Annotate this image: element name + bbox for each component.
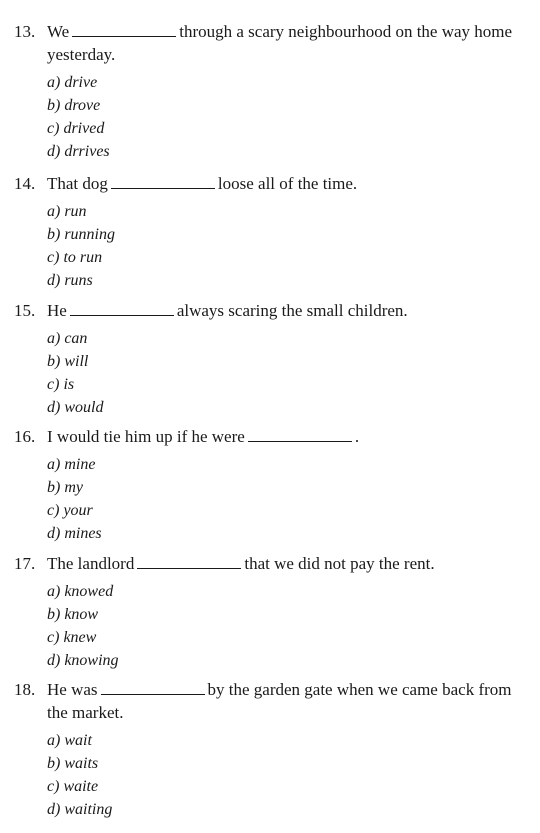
option-a (47, 71, 524, 94)
option-text: wait (64, 732, 92, 749)
option-b (47, 603, 524, 626)
option-a (47, 729, 524, 752)
option-text: running (64, 226, 115, 243)
option-text: drive (64, 74, 98, 91)
question-stem (14, 172, 524, 195)
question-text (47, 20, 524, 66)
option-letter: c) (47, 376, 60, 393)
option-letter: d) (47, 652, 61, 669)
option-text: can (64, 330, 88, 347)
answer-blank (248, 426, 352, 442)
question-14 (14, 172, 524, 292)
answer-options (47, 729, 524, 821)
option-d (47, 798, 524, 821)
option-text: know (64, 606, 99, 623)
answer-blank (137, 553, 241, 569)
question-number: 17. (14, 554, 36, 573)
option-text: to run (63, 249, 103, 266)
question-number: 16. (14, 427, 36, 446)
option-b (47, 223, 524, 246)
question-text (47, 425, 524, 448)
option-letter: c) (47, 249, 60, 266)
answer-blank (111, 173, 215, 189)
option-text: mines (64, 525, 102, 542)
option-c (47, 373, 524, 396)
option-letter: a) (47, 330, 61, 347)
question-stem (14, 299, 524, 322)
option-d (47, 269, 524, 292)
question-stem (14, 552, 524, 575)
answer-options (47, 71, 524, 163)
option-c (47, 246, 524, 269)
question-number: 18. (14, 680, 36, 699)
stem-before-blank: That dog (47, 174, 108, 193)
option-letter: a) (47, 203, 61, 220)
option-letter: a) (47, 74, 61, 91)
answer-options (47, 453, 524, 545)
option-b (47, 752, 524, 775)
option-text: my (64, 479, 83, 496)
question-number: 15. (14, 301, 36, 320)
question-15 (14, 299, 524, 419)
option-d (47, 522, 524, 545)
option-letter: b) (47, 353, 61, 370)
option-c (47, 775, 524, 798)
question-text (47, 299, 524, 322)
stem-after-blank: always scaring the small children. (176, 301, 408, 320)
answer-options (47, 580, 524, 672)
answer-blank (70, 300, 174, 316)
stem-before-blank: We (47, 22, 70, 41)
stem-before-blank: He (47, 301, 67, 320)
option-d (47, 649, 524, 672)
option-b (47, 350, 524, 373)
stem-after-blank: by the garden gate when we came back from the market. (47, 680, 512, 722)
stem-after-blank: that we did not pay the rent. (244, 554, 435, 573)
option-text: is (63, 376, 75, 393)
option-text: knew (63, 629, 97, 646)
stem-after-blank: through a scary neighbourhood on the way home yesterday. (47, 22, 513, 64)
option-text: run (64, 203, 87, 220)
answer-options (47, 200, 524, 292)
option-letter: b) (47, 479, 61, 496)
option-text: drived (63, 120, 105, 137)
option-letter: c) (47, 629, 60, 646)
option-text: drrives (64, 143, 110, 160)
option-text: drove (64, 97, 101, 114)
option-d (47, 140, 524, 163)
question-stem (14, 425, 524, 448)
option-letter: c) (47, 120, 60, 137)
question-text (47, 172, 524, 195)
question-text (47, 678, 524, 724)
option-text: mine (64, 456, 96, 473)
question-stem (14, 678, 524, 724)
answer-options (47, 327, 524, 419)
option-letter: a) (47, 732, 61, 749)
option-text: waits (64, 755, 99, 772)
stem-after-blank: loose all of the time. (217, 174, 358, 193)
question-16 (14, 425, 524, 545)
question-18 (14, 678, 524, 821)
question-number: 14. (14, 174, 36, 193)
answer-blank (101, 679, 205, 695)
option-b (47, 94, 524, 117)
option-a (47, 453, 524, 476)
option-a (47, 327, 524, 350)
option-c (47, 499, 524, 522)
option-letter: c) (47, 502, 60, 519)
answer-blank (72, 21, 176, 37)
option-letter: d) (47, 525, 61, 542)
option-text: waiting (64, 801, 113, 818)
stem-before-blank: He was (47, 680, 98, 699)
option-c (47, 626, 524, 649)
question-number: 13. (14, 22, 36, 41)
question-text (47, 552, 524, 575)
option-letter: a) (47, 583, 61, 600)
option-text: runs (64, 272, 93, 289)
option-text: knowing (64, 652, 119, 669)
option-a (47, 580, 524, 603)
option-letter: b) (47, 606, 61, 623)
stem-after-blank: . (354, 427, 360, 446)
option-text: will (64, 353, 89, 370)
option-letter: d) (47, 143, 61, 160)
option-text: would (64, 399, 104, 416)
option-letter: b) (47, 755, 61, 772)
question-17 (14, 552, 524, 672)
option-letter: d) (47, 801, 61, 818)
option-text: your (63, 502, 93, 519)
option-letter: d) (47, 272, 61, 289)
option-d (47, 396, 524, 419)
option-text: knowed (64, 583, 114, 600)
option-letter: b) (47, 226, 61, 243)
option-letter: b) (47, 97, 61, 114)
option-letter: c) (47, 778, 60, 795)
question-stem (14, 20, 524, 66)
question-13 (14, 20, 524, 163)
option-b (47, 476, 524, 499)
stem-before-blank: The landlord (47, 554, 135, 573)
stem-before-blank: I would tie him up if he were (47, 427, 245, 446)
option-letter: d) (47, 399, 61, 416)
option-a (47, 200, 524, 223)
option-c (47, 117, 524, 140)
option-letter: a) (47, 456, 61, 473)
option-text: waite (63, 778, 99, 795)
